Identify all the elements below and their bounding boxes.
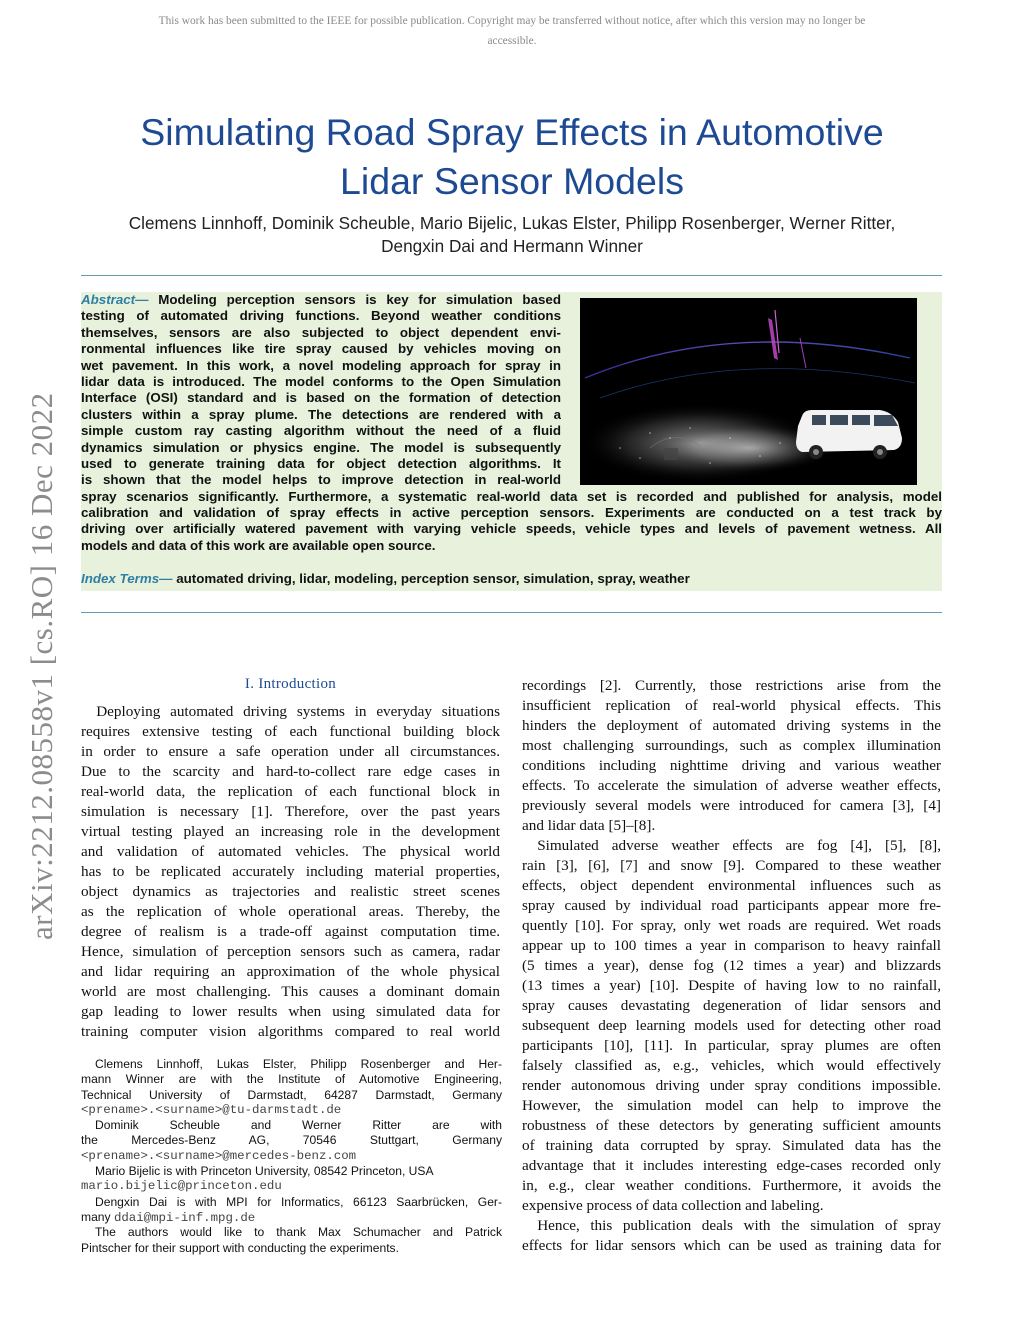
abstract-line: Abstract— Modeling perception sensors is key for simulation based <box>81 292 561 307</box>
left-col-line: world are most challenging. This causes a dominant domain <box>81 983 500 1000</box>
abstract-bottom-divider <box>81 612 942 613</box>
footnote-line: The authors would like to thank Max Schumacher and Patrick <box>95 1225 502 1240</box>
left-col-line: real-world data, the replication of each functional block in <box>81 783 500 800</box>
left-col-line: virtual testing played an increasing role in the development <box>81 823 500 840</box>
index-terms <box>81 571 942 586</box>
abstract-line: used to generate training data for object detection algorithms. It <box>81 455 561 471</box>
right-col-line: effects, object dependent environmental influences such as <box>522 877 941 894</box>
right-col-line: rain [3], [6], [7] and snow [9]. Compared to these weather <box>522 857 941 874</box>
index-terms-text: automated driving, lidar, modeling, perception sensor, simulation, spray, weather <box>176 571 690 586</box>
abstract-line: spray scenarios significantly. Furthermore, a systematic real-world data set is recorded and published for analysis, model <box>81 488 942 504</box>
right-col-line: effects for lidar sensors which can be used as training data for <box>522 1237 941 1254</box>
paper-title-line-1: Simulating Road Spray Effects in Automotive <box>140 111 884 153</box>
right-col-line: hinders the deployment of automated driving systems in the <box>522 717 941 734</box>
abstract-line: simple custom ray casting algorithm without the need of a fluid <box>81 423 561 439</box>
left-col-line: and validation of automated vehicles. The physical world <box>81 843 500 860</box>
right-col-line: expensive process of data collection and labeling. <box>522 1197 824 1214</box>
right-col-line: and lidar data [5]–[8]. <box>522 817 656 834</box>
footnote-line: Dominik Scheuble and Werner Ritter are with <box>95 1118 502 1133</box>
right-col-line: subsequent deep learning models used for detecting other road <box>522 1017 941 1034</box>
right-col-line: most challenging surroundings, such as complex illumination <box>522 737 941 754</box>
abstract-line: calibration and validation of spray effects in active perception sensors. Experiments are conducted on a test track by <box>81 505 942 521</box>
right-col-line: of training data corrupted by spray. Simulated data has the <box>522 1137 941 1154</box>
footnote-line: the Mercedes-Benz AG, 70546 Stuttgart, Germany <box>81 1133 502 1148</box>
right-col-line: robustness of these detectors by generating sufficient amounts <box>522 1117 941 1134</box>
right-col-line: insufficient replication of real-world physical effects. This <box>522 697 941 714</box>
right-col-line: conditions including nighttime driving and various weather <box>522 757 941 774</box>
right-col-line: previously several models were introduced for camera [3], [4] <box>522 797 941 814</box>
left-col-line: has to be replicated accurately including material properties, <box>81 863 500 880</box>
author-list-line-1: Clemens Linnhoff, Dominik Scheuble, Mario Bijelic, Lukas Elster, Philipp Rosenberger, Werner Ritter, <box>128 213 896 233</box>
left-col-line: in order to ensure a safe operation under all circumstances. <box>81 743 500 760</box>
left-col-line: Deploying automated driving systems in everyday situations <box>96 703 500 720</box>
abstract-line: driving over artificially watered pavement with varying vehicle speeds, vehicle types and levels of pavement wetness. All <box>81 521 942 537</box>
arxiv-identifier: arXiv:2212.08558v1 [cs.RO] 16 Dec 2022 <box>24 392 59 940</box>
footnote-email: <prename>.<surname>@tu-darmstadt.de <box>81 1102 342 1117</box>
right-col-line: advantage that it includes interesting edge-cases recorded only <box>522 1157 941 1174</box>
right-col-line: However, the simulation model can help to improve the <box>522 1097 941 1114</box>
footnote-line: Clemens Linnhoff, Lukas Elster, Philipp Rosenberger and Her- <box>95 1057 502 1071</box>
footnote-line: Dengxin Dai is with MPI for Informatics, 66123 Saarbrücken, Ger- <box>95 1194 502 1209</box>
abstract-line: dynamics simulation or physics engine. The model is subsequently <box>81 439 561 455</box>
footnote-line: Technical University of Darmstadt, 64287 Darmstadt, Germany <box>81 1087 502 1102</box>
paper-title-line-2: Lidar Sensor Models <box>340 160 684 202</box>
abstract-line: wet pavement. In this work, a novel modeling approach for spray in <box>81 357 561 373</box>
abstract-line: is shown that the model helps to improve detection in real-world <box>81 472 561 488</box>
footnote-line: Mario Bijelic is with Princeton University, 08542 Princeton, USA <box>95 1164 434 1179</box>
footnote-email: <prename>.<surname>@mercedes-benz.com <box>81 1148 357 1163</box>
right-col-line: (5 times a year), dense fog (12 times a year) and blizzards <box>522 957 941 974</box>
left-col-line: object dynamics as trajectories and realistic street scenes <box>81 883 500 900</box>
right-col-line: recordings [2]. Currently, those restrictions arise from the <box>522 677 941 694</box>
left-col-line: as the replication of whole operational areas. Thereby, the <box>81 903 500 920</box>
right-col-line: in, e.g., clear weather conditions. Furthermore, it avoids the <box>522 1177 941 1194</box>
abstract-line: clusters within a spray plume. The detections are rendered with a <box>81 406 561 422</box>
right-col-line: participants [10], [11]. In particular, spray plumes are often <box>522 1037 941 1054</box>
right-col-line: quently [10]. For spray, only wet roads are required. Wet roads <box>522 917 941 934</box>
left-col-line: Due to the scarcity and hard-to-collect rare edge cases in <box>81 763 500 780</box>
footnote-line: mann Winner are with the Institute of Automotive Engineering, <box>81 1072 502 1087</box>
right-col-line: appear up to 100 times a year in comparison to heavy rainfall <box>522 937 941 954</box>
right-column <box>522 676 941 1256</box>
abstract-line: models and data of this work are available open source. <box>81 537 436 553</box>
left-col-line: requires extensive testing of each functional building block <box>81 723 500 740</box>
author-list <box>60 212 964 258</box>
left-col-line: training computer vision algorithms compared to real world <box>81 1023 500 1040</box>
footnote-line: Pintscher for their support with conducting the experiments. <box>81 1240 399 1255</box>
left-column <box>81 702 500 1042</box>
footnote-line: many ddai@mpi-inf.mpg.de <box>81 1209 256 1225</box>
right-col-line: spray caused by individual road participants appear more fre- <box>522 897 941 914</box>
right-col-line: (13 times a year) [10]. Despite of having low to no rainfall, <box>522 977 941 994</box>
left-col-line: gap leading to lower results when using simulated data for <box>81 1003 500 1020</box>
abstract-label: Abstract— <box>81 292 149 307</box>
section-heading-introduction: I. Introduction <box>244 676 337 692</box>
abstract-line: themselves, sensors are also subjected to object dependent envi- <box>81 324 561 340</box>
footnote-email: mario.bijelic@princeton.edu <box>81 1179 282 1194</box>
abstract-line: testing of automated driving functions. Beyond weather conditions <box>81 308 561 324</box>
abstract-line: Interface (OSI) standard and is based on the formation of detection <box>81 390 561 406</box>
copyright-notice <box>60 11 964 51</box>
right-col-line: spray causes devastating degeneration of lidar sensors and <box>522 997 941 1014</box>
paper-title <box>60 108 964 206</box>
index-terms-label: Index Terms— <box>81 571 173 586</box>
copyright-notice-line-2: accessible. <box>487 35 537 47</box>
abstract-line: ronmental influences like tire spray caused by vehicles moving on <box>81 341 561 357</box>
right-col-line: render autonomous driving under spray conditions impossible. <box>522 1077 941 1094</box>
left-col-line: Hence, simulation of perception sensors such as camera, radar <box>81 943 500 960</box>
left-col-line: simulation is necessary [1]. Therefore, over the past years <box>81 803 500 820</box>
author-list-line-2: Dengxin Dai and Hermann Winner <box>381 236 643 256</box>
footnote-email: ddai@mpi-inf.mpg.de <box>113 1210 256 1225</box>
right-col-line: effects. To accelerate the simulation of adverse weather effects, <box>522 777 941 794</box>
right-col-line: falsely classified as, e.g., vehicles, which would effectively <box>522 1057 941 1074</box>
copyright-notice-line-1: This work has been submitted to the IEEE for possible publication. Copyright may be transferred without notice, after which this version may no longer be <box>158 15 866 27</box>
abstract-text <box>81 292 942 554</box>
footnotes <box>81 1057 502 1256</box>
abstract-line: lidar data is introduced. The model conforms to the Open Simulation <box>81 373 561 389</box>
right-col-line: Simulated adverse weather effects are fog [4], [5], [8], <box>537 837 941 854</box>
top-divider <box>81 275 942 276</box>
left-col-line: degree of realism is a trade-off against computation time. <box>81 923 500 940</box>
left-col-line: and lidar requiring an approximation of the whole physical <box>81 963 500 980</box>
right-col-line: Hence, this publication deals with the simulation of spray <box>537 1217 941 1234</box>
